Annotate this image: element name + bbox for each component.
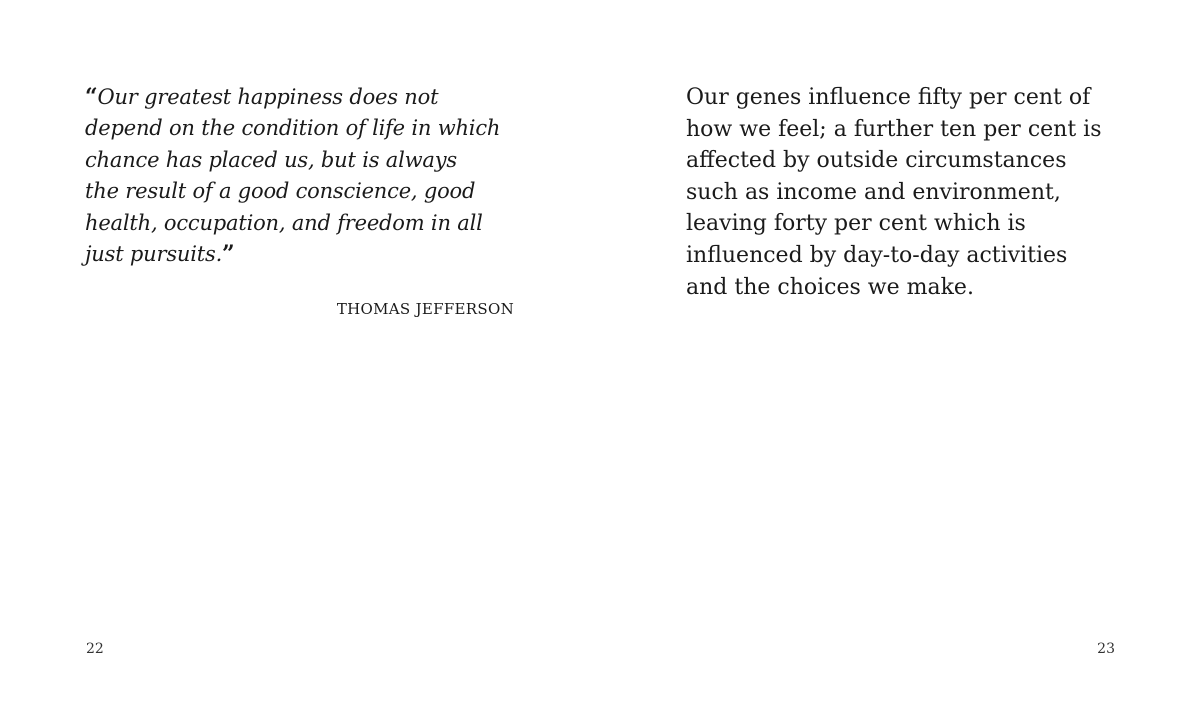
quote-line: health, occupation, and freedom in all xyxy=(85,210,483,235)
quote-line: chance has placed us, but is always xyxy=(85,147,457,172)
quote-line: just pursuits.” xyxy=(85,241,235,268)
page-number-right: 23 xyxy=(1097,641,1115,657)
open-quote-mark: “ xyxy=(85,84,98,110)
quote-line: the result of a good conscience, good xyxy=(85,179,476,204)
body-line: affected by outside circumstances xyxy=(686,148,1067,174)
right-page xyxy=(600,0,1200,726)
epigraph-quote xyxy=(85,82,525,270)
body-line: leaving forty per cent which is xyxy=(686,211,1026,237)
body-line: how we feel; a further ten per cent is xyxy=(686,116,1102,142)
quote-line: depend on the condition of life in which xyxy=(85,116,501,141)
quote-attribution: THOMAS JEFFERSON xyxy=(336,300,514,318)
body-line: such as income and environment, xyxy=(686,179,1061,205)
page-number-left: 22 xyxy=(86,641,104,657)
body-paragraph xyxy=(686,82,1116,303)
quote-line: “Our greatest happiness does not xyxy=(85,84,439,110)
body-line: influenced by day-to-day activities xyxy=(686,242,1068,268)
close-quote-mark: ” xyxy=(222,241,235,268)
body-line: Our genes influence fifty per cent of xyxy=(686,85,1091,110)
body-line: and the choices we make. xyxy=(686,274,974,300)
